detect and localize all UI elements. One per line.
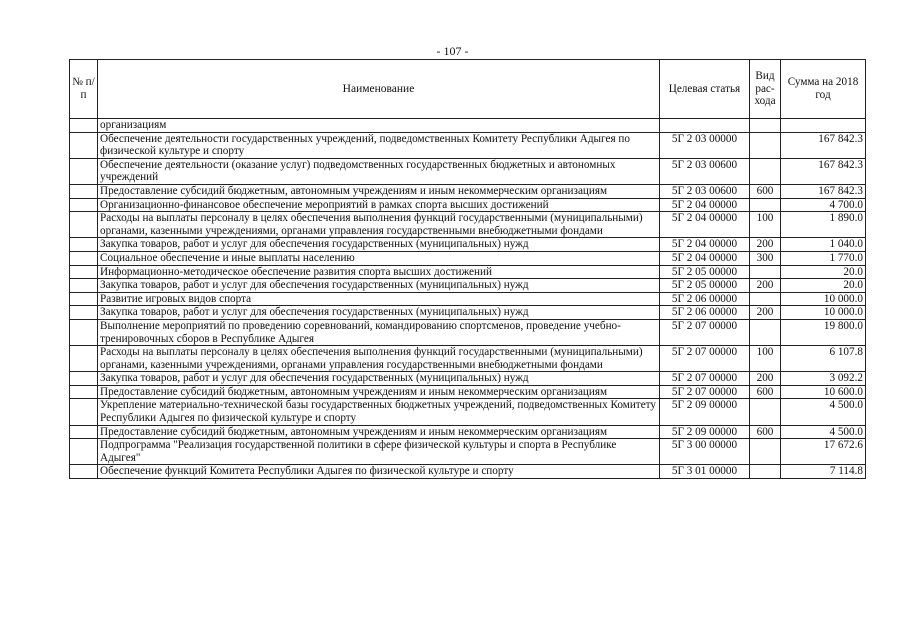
table-row xyxy=(70,319,866,345)
cell-vid xyxy=(750,319,781,345)
table-row xyxy=(70,425,866,439)
cell-num xyxy=(70,279,98,293)
table-row xyxy=(70,265,866,279)
cell-vid: 200 xyxy=(750,279,781,293)
cell-vid: 600 xyxy=(750,425,781,439)
table-row xyxy=(70,399,866,425)
header-name: Наименование xyxy=(98,60,660,119)
table-row xyxy=(70,158,866,184)
table-row xyxy=(70,132,866,158)
cell-sum: 167 842.3 xyxy=(781,158,866,184)
cell-code: 5Г 2 03 00600 xyxy=(660,158,750,184)
table-row xyxy=(70,385,866,399)
cell-code: 5Г 2 07 00000 xyxy=(660,346,750,372)
cell-sum: 20.0 xyxy=(781,279,866,293)
table-row xyxy=(70,119,866,133)
cell-sum: 167 842.3 xyxy=(781,132,866,158)
table-body xyxy=(70,119,866,479)
cell-code: 5Г 2 04 00000 xyxy=(660,251,750,265)
table-row xyxy=(70,306,866,320)
cell-name: Закупка товаров, работ и услуг для обеспечения государственных (муниципальных) нужд xyxy=(98,306,660,320)
cell-code xyxy=(660,119,750,133)
cell-code: 5Г 2 06 00000 xyxy=(660,306,750,320)
cell-sum: 6 107.8 xyxy=(781,346,866,372)
cell-num xyxy=(70,372,98,386)
cell-name: Закупка товаров, работ и услуг для обеспечения государственных (муниципальных) нужд xyxy=(98,372,660,386)
table-row xyxy=(70,439,866,465)
table-row xyxy=(70,212,866,238)
cell-code: 5Г 2 04 00000 xyxy=(660,212,750,238)
cell-sum: 4 700.0 xyxy=(781,198,866,212)
cell-vid xyxy=(750,292,781,306)
cell-name: Информационно-методическое обеспечение развития спорта высших достижений xyxy=(98,265,660,279)
cell-sum: 10 000.0 xyxy=(781,306,866,320)
cell-code: 5Г 3 01 00000 xyxy=(660,465,750,479)
cell-name: Закупка товаров, работ и услуг для обеспечения государственных (муниципальных) нужд xyxy=(98,279,660,293)
cell-vid: 600 xyxy=(750,385,781,399)
cell-code: 5Г 3 00 00000 xyxy=(660,439,750,465)
cell-num xyxy=(70,251,98,265)
cell-name: Социальное обеспечение и иные выплаты населению xyxy=(98,251,660,265)
cell-code: 5Г 2 09 00000 xyxy=(660,399,750,425)
cell-vid xyxy=(750,158,781,184)
table-row xyxy=(70,279,866,293)
table-row xyxy=(70,292,866,306)
cell-sum: 19 800.0 xyxy=(781,319,866,345)
cell-sum xyxy=(781,119,866,133)
cell-num xyxy=(70,212,98,238)
cell-num xyxy=(70,132,98,158)
page-number: - 107 - xyxy=(436,44,469,58)
cell-name: Обеспечение деятельности государственных учреждений, подведомственных Комитету Республики Адыгея по физической культуре и спорту xyxy=(98,132,660,158)
cell-num xyxy=(70,465,98,479)
cell-name: Обеспечение функций Комитета Республики Адыгея по физической культуре и спорту xyxy=(98,465,660,479)
cell-name: организациям xyxy=(98,119,660,133)
cell-code: 5Г 2 05 00000 xyxy=(660,265,750,279)
cell-code: 5Г 2 03 00000 xyxy=(660,132,750,158)
cell-sum: 1 890.0 xyxy=(781,212,866,238)
budget-table xyxy=(69,59,866,479)
table-header-row xyxy=(70,60,866,119)
cell-code: 5Г 2 04 00000 xyxy=(660,198,750,212)
cell-sum: 10 000.0 xyxy=(781,292,866,306)
cell-num xyxy=(70,184,98,198)
cell-sum: 3 092.2 xyxy=(781,372,866,386)
cell-vid: 200 xyxy=(750,238,781,252)
cell-sum: 167 842.3 xyxy=(781,184,866,198)
header-target: Целевая статья xyxy=(660,60,750,119)
cell-vid xyxy=(750,132,781,158)
cell-code: 5Г 2 07 00000 xyxy=(660,372,750,386)
cell-name: Обеспечение деятельности (оказание услуг) подведомственных государственных бюджетных и автономных учреждений xyxy=(98,158,660,184)
cell-name: Укрепление материально-технической базы государственных бюджетных учреждений, подведомственных Комитету Республики Адыгея по физической культуре и спорту xyxy=(98,399,660,425)
cell-sum: 17 672.6 xyxy=(781,439,866,465)
cell-vid: 200 xyxy=(750,306,781,320)
cell-code: 5Г 2 09 00000 xyxy=(660,425,750,439)
cell-num xyxy=(70,292,98,306)
cell-num xyxy=(70,265,98,279)
cell-num xyxy=(70,399,98,425)
header-num: № п/п xyxy=(70,60,98,119)
table-row xyxy=(70,372,866,386)
cell-sum: 1 770.0 xyxy=(781,251,866,265)
cell-sum: 4 500.0 xyxy=(781,425,866,439)
cell-code: 5Г 2 07 00000 xyxy=(660,385,750,399)
cell-vid xyxy=(750,399,781,425)
cell-num xyxy=(70,158,98,184)
cell-num xyxy=(70,439,98,465)
cell-num xyxy=(70,306,98,320)
cell-name: Выполнение мероприятий по проведению соревнований, командированию спортсменов, проведение учебно-тренировочных сборов в Республике Адыгея xyxy=(98,319,660,345)
cell-name: Расходы на выплаты персоналу в целях обеспечения выполнения функций государственными (муниципальными) органами, казенными учреждениями, органами управления государственными внебюджетными фондами xyxy=(98,346,660,372)
cell-vid: 600 xyxy=(750,184,781,198)
cell-sum: 10 600.0 xyxy=(781,385,866,399)
cell-vid xyxy=(750,119,781,133)
cell-name: Расходы на выплаты персоналу в целях обеспечения выполнения функций государственными (муниципальными) органами, казенными учреждениями, органами управления государственными внебюджетными фондами xyxy=(98,212,660,238)
cell-vid: 200 xyxy=(750,372,781,386)
cell-sum: 4 500.0 xyxy=(781,399,866,425)
cell-sum: 7 114.8 xyxy=(781,465,866,479)
cell-name: Предоставление субсидий бюджетным, автономным учреждениям и иным некоммерческим организациям xyxy=(98,385,660,399)
cell-code: 5Г 2 06 00000 xyxy=(660,292,750,306)
cell-num xyxy=(70,319,98,345)
cell-num xyxy=(70,346,98,372)
cell-sum: 20.0 xyxy=(781,265,866,279)
cell-sum: 1 040.0 xyxy=(781,238,866,252)
cell-code: 5Г 2 07 00000 xyxy=(660,319,750,345)
cell-num xyxy=(70,425,98,439)
header-sum: Сумма на 2018 год xyxy=(781,60,866,119)
cell-vid: 100 xyxy=(750,212,781,238)
cell-vid xyxy=(750,439,781,465)
cell-name: Подпрограмма "Реализация государственной политики в сфере физической культуры и спорта в Республике Адыгея" xyxy=(98,439,660,465)
cell-vid xyxy=(750,465,781,479)
cell-vid xyxy=(750,198,781,212)
cell-code: 5Г 2 05 00000 xyxy=(660,279,750,293)
table-row xyxy=(70,198,866,212)
cell-num xyxy=(70,238,98,252)
cell-name: Развитие игровых видов спорта xyxy=(98,292,660,306)
cell-num xyxy=(70,198,98,212)
header-vid: Вид рас- хода xyxy=(750,60,781,119)
cell-code: 5Г 2 04 00000 xyxy=(660,238,750,252)
table-row xyxy=(70,346,866,372)
cell-num xyxy=(70,119,98,133)
cell-vid: 100 xyxy=(750,346,781,372)
table-row xyxy=(70,184,866,198)
cell-name: Организационно-финансовое обеспечение мероприятий в рамках спорта высших достижений xyxy=(98,198,660,212)
cell-name: Закупка товаров, работ и услуг для обеспечения государственных (муниципальных) нужд xyxy=(98,238,660,252)
cell-name: Предоставление субсидий бюджетным, автономным учреждениям и иным некоммерческим организациям xyxy=(98,184,660,198)
table-row xyxy=(70,238,866,252)
cell-name: Предоставление субсидий бюджетным, автономным учреждениям и иным некоммерческим организациям xyxy=(98,425,660,439)
cell-code: 5Г 2 03 00600 xyxy=(660,184,750,198)
cell-num xyxy=(70,385,98,399)
cell-vid xyxy=(750,265,781,279)
cell-vid: 300 xyxy=(750,251,781,265)
table-row xyxy=(70,251,866,265)
table-row xyxy=(70,465,866,479)
